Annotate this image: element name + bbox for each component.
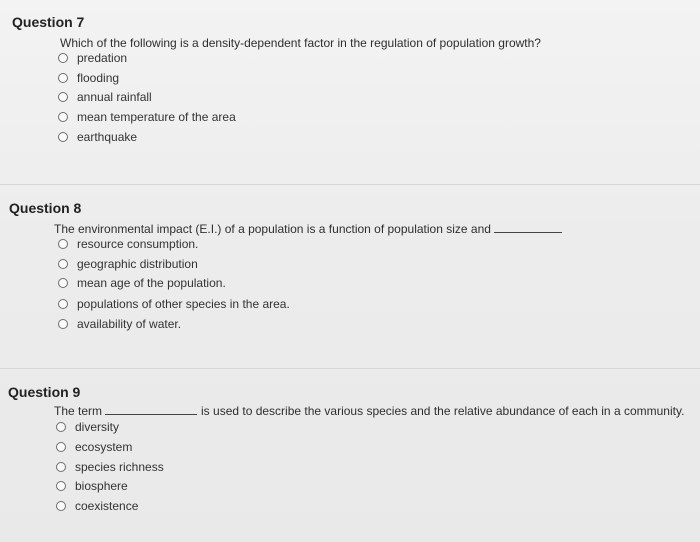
option-ecosystem[interactable] [56, 440, 132, 454]
option-label: earthquake [77, 130, 138, 144]
option-label: mean age of the population. [77, 276, 226, 290]
option-coexistence[interactable] [56, 499, 138, 513]
question-title: Question 7 [12, 14, 85, 30]
option-label: diversity [75, 420, 120, 434]
question-text [54, 404, 684, 418]
option-label: predation [77, 51, 128, 65]
question-text-body: The environmental impact (E.I.) of a population is a function of population size and [54, 222, 491, 236]
option-label: availability of water. [77, 317, 182, 331]
option-label: coexistence [75, 499, 139, 513]
radio-button[interactable] [56, 501, 66, 511]
radio-button[interactable] [56, 481, 66, 491]
question-title: Question 9 [8, 384, 81, 400]
radio-button[interactable] [56, 462, 66, 472]
radio-button[interactable] [56, 442, 66, 452]
option-label: resource consumption. [77, 237, 199, 251]
option-label: species richness [75, 460, 164, 474]
option-label: populations of other species in the area. [77, 297, 290, 311]
option-diversity[interactable] [56, 420, 119, 434]
option-biosphere[interactable] [56, 479, 128, 493]
radio-button[interactable] [56, 422, 66, 432]
option-label: annual rainfall [77, 90, 152, 104]
question-text-after: is used to describe the various species and the relative abundance of each in a community. [201, 404, 685, 418]
option-label: biosphere [75, 479, 128, 493]
question-text: Which of the following is a density-dependent factor in the regulation of population growth? [60, 36, 541, 50]
question-text-before: The term [54, 404, 103, 418]
option-label: geographic distribution [77, 257, 198, 271]
option-label: mean temperature of the area [77, 110, 236, 124]
option-species-richness[interactable] [56, 460, 164, 474]
question-title: Question 8 [9, 200, 82, 216]
option-label: ecosystem [75, 440, 133, 454]
option-label: flooding [77, 71, 120, 85]
answer-blank [105, 404, 197, 415]
